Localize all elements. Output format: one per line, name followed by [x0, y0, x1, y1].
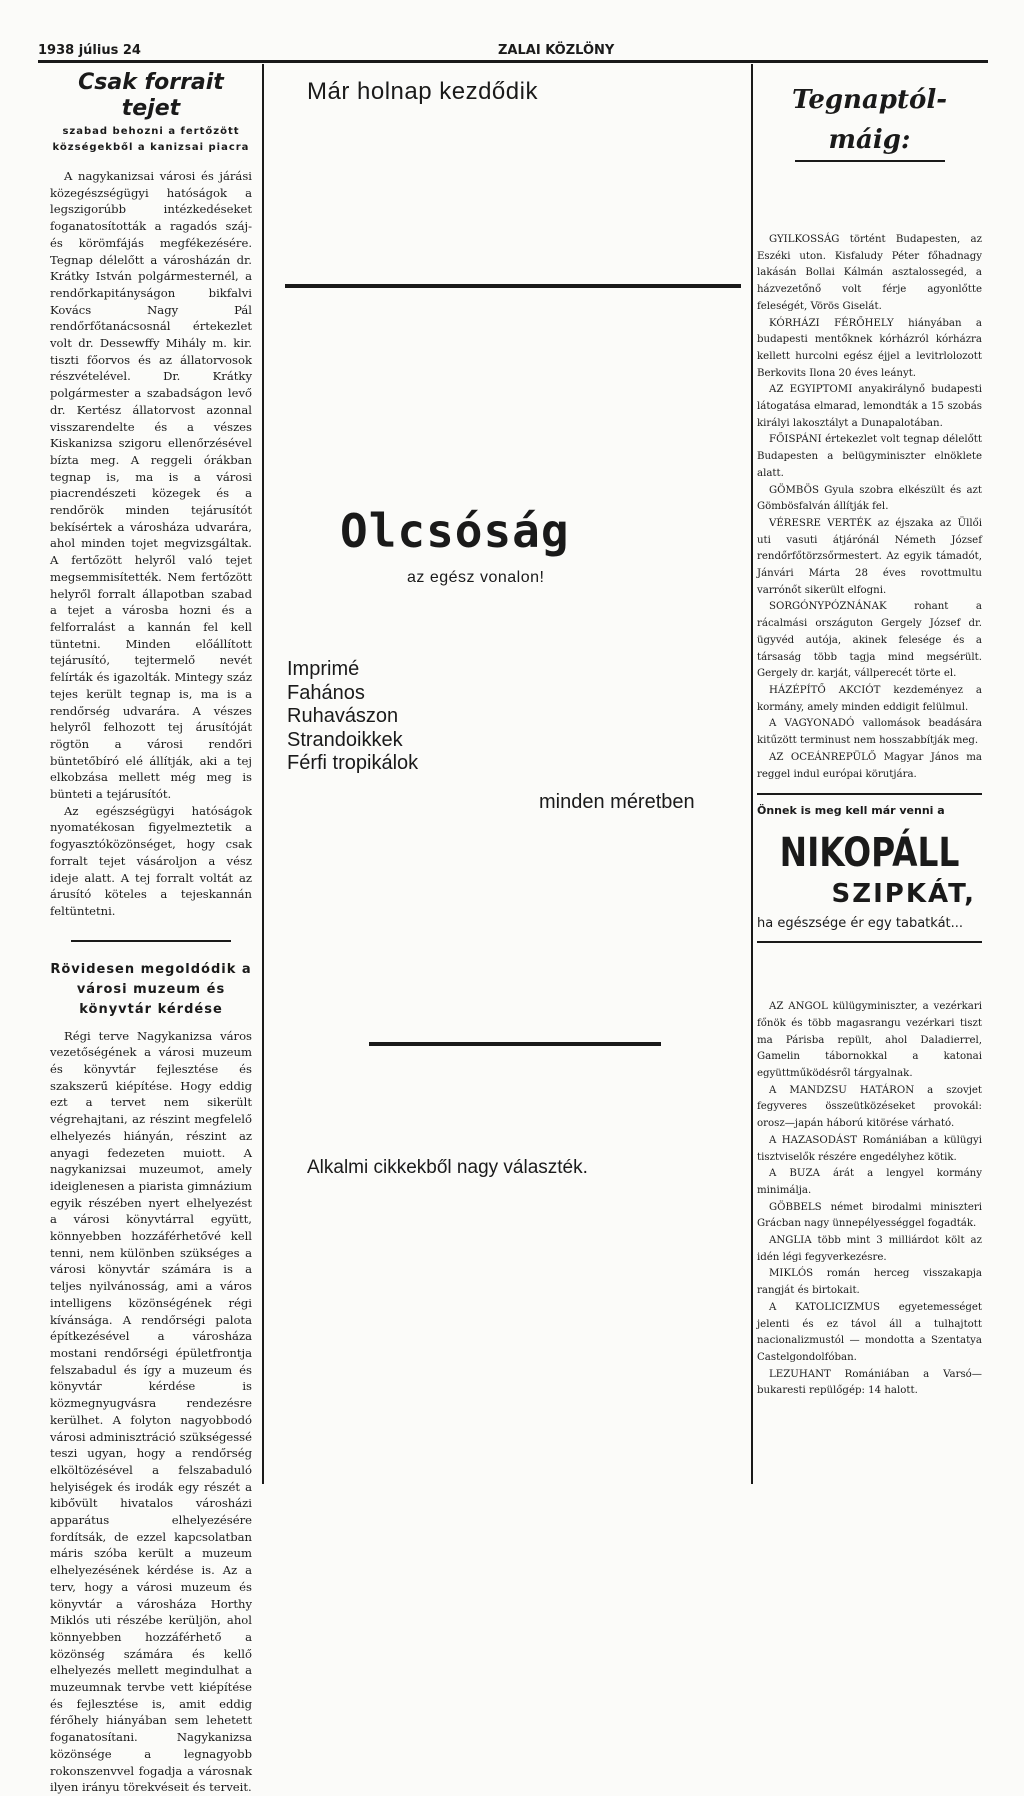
- news-item: LEZUHANT Romániában a Varsó—bukaresti repülőgép: 14 halott.: [757, 1368, 982, 1397]
- milk-headline: Csak forrait tejet: [78, 70, 224, 121]
- column-rule-2: [751, 64, 753, 1484]
- museum-headline: Rövidesen megoldódik a városi muzeum és könyvtár kérdése: [50, 961, 252, 1017]
- left-column: [50, 64, 252, 1796]
- ad-bar-top: [285, 284, 741, 288]
- news-item: SORGÓNYPÓZNÁNAK rohant a rácalmási országuton Gergely József dr. ügyvéd autója, akinek felesége és a társaság több tagja mind megsérült. Gergely dr. karját, vállperecét törte el.: [757, 601, 982, 680]
- article-separator: [71, 940, 231, 942]
- page-header: [38, 40, 988, 63]
- ad-headline: Olcsóság: [340, 504, 570, 558]
- ad-item: Férfi tropikálok: [287, 752, 419, 774]
- news-script-title: Tegnaptól-máig:: [791, 85, 948, 155]
- news-item: VÉRESRE VERTÉK az éjszaka az Üllői uti vasuti átjárónál Németh József rendőrfőtörzsőrmestert. Az egyik támadót, Jánvári Márta 28 éves rovottmultu varrónőt sikerült elfogni.: [757, 517, 982, 596]
- ad-item: Fahános: [287, 681, 365, 704]
- column-rule-1: [262, 64, 264, 1484]
- ad-item: Strandoikkek: [287, 728, 403, 751]
- news-item: GÖBBELS német birodalmi miniszteri Grácban nagy ünnepélyességgel fogadták.: [757, 1201, 982, 1230]
- news-item: AZ ANGOL külügyminiszter, a vezérkari főnök és több magasrangu vezérkari tiszt ma Párisba repült, ahol Daladierrel, Gamelin tábornokkal a katonai együttműködésről tárgyalnak.: [757, 1001, 982, 1080]
- news-item: MIKLÓS román herceg visszakapja rangját és birtokait.: [757, 1268, 982, 1297]
- news-item: KÓRHÁZI FÉRŐHELY hiányában a budapesti mentőknek kórházról kórházra kellett hurcolni egész éjjel a levitrlolozott Berkovits Ilona 20 éves leányt.: [757, 317, 982, 379]
- nikopall-slogan: ha egészsége ér egy tabatkát...: [757, 916, 964, 932]
- right-column: [757, 64, 982, 1400]
- news-item: AZ OCEÁNREPÜLŐ Magyar János ma reggel indul európai körutjára.: [757, 751, 982, 780]
- milk-paragraph-2: Az egészségügyi hatóságok nyomatékosan figyelmeztetik a fogyasztóközönséget, hogy csak forralt tejet vásároljon a vész ideje alatt. A tej forralt voltát az árusító köteles a tejeskannán feltüntetni.: [50, 803, 252, 918]
- milk-lead: szabad behozni a fertőzött községekből a kanizsai piacra: [52, 126, 250, 153]
- nikopall-product: SZIPKÁT,: [831, 879, 976, 910]
- news-item: A MANDZSU HATÁRON a szovjet fegyveres összeütközéseket provokál: orosz—japán háború kitörése várható.: [757, 1084, 982, 1130]
- ad-item: Ruhavászon: [287, 705, 399, 727]
- news-item: HÁZÉPÍTŐ AKCIÓT kezdeményez a kormány, amely minden eddigit felülmul.: [757, 684, 982, 713]
- news-item: A KATOLICIZMUS egyetemességet jelenti és ez távol áll a tulhajtott nacionalizmustól — mondotta a Szentatya Castelgondolfóban.: [757, 1301, 982, 1363]
- issue-date: 1938 július 24: [38, 43, 141, 58]
- advertisement: [277, 64, 749, 1484]
- news-item: GÖMBÖS Gyula szobra elkészült és azt Gömbösfalván állítják fel.: [757, 484, 982, 513]
- ad-box-bottom-rule: [757, 941, 982, 943]
- milk-paragraph-1: A nagykanizsai városi és járási közegészségügyi hatóságok a legszigorúbb intézkedéseket foganatosították a ragadós száj- és körömfájás megfékezésére. Tegnap délelőtt a városházán dr. Krátky István polgármesternél, a rendőrkapitányságon bikfalvi Kovács Nagy Pál rendőrfőtanácsosnál értekezlet volt dr. Dessewffy Mihály m. kir. tiszti főorvos és az állatorvosok részvételével. Dr. Krátky polgármester a szabadságon levő dr. Kertész állatorvost azonnal visszarendelte és a vészes Kiskanizsa szigoru ellenőrzésével bízta meg. A reggeli órákban tegnap is, ma is a városi piacrendészeti közegek és a rendőrök minden tejárusítót bekísértek a városháza udvarára, ahol minden tojet megvizsgáltak. A fertőzött helyről való tejet megsemmisítették. Nem fertőzött helyről forralt állapotban szabad a tejet a városba hozni és a felforralást a kannán fel kell tüntetni. Minden előállított tejárusító, tejtermelő nevét felírták és igazolták. Mintegy száz tejes került tegnap is, ma is a rendőrség udvarára. A vészes helyről felhozott tej árusítóját rögtön a városi rendőri büntetőbíró elé állítják, aki a tej elkobzása mellett még meg is bünteti a tejárusítót.: [50, 169, 252, 802]
- news-item: FŐISPÁNI értekezlet volt tegnap délelőtt Budapesten a belügyminiszter elnöklete alatt.: [757, 434, 982, 479]
- ad-items: [287, 658, 418, 776]
- ad-box-top-rule: [757, 793, 982, 795]
- nikopall-brand: NIKOPÁLL: [779, 830, 960, 877]
- news-item: GYILKOSSÁG történt Budapesten, az Eszéki uton. Kisfaludy Péter főhadnagy lakásán Bollai Kálmán asztalossegéd, a házvezetőnő volt férje agyonlőtte feleségét, Vörös Giselát.: [757, 234, 982, 312]
- ad-tomorrow: Már holnap kezdődik: [307, 78, 538, 105]
- ad-item: Imprimé: [287, 658, 360, 680]
- news-item: ANGLIA több mint 3 milliárdot költ az idén légi fegyverkezésre.: [757, 1235, 982, 1263]
- news-item: A VAGYONADÓ vallomások beadására kitűzött terminust nem hosszabbítják meg.: [757, 718, 982, 747]
- museum-paragraph: Régi terve Nagykanizsa város vezetőségének a városi muzeum és könyvtár fejlesztése és szakszerű kiépítése. Hogy eddig ezt a tervet nem sikerült végrehajtani, az részint megfelelő elhelyezés hiányán, részint az anyagi fedezeten muiott. A nagykanizsai muzeumot, amely ideiglenesen a piarista gimnázium egyik részében nyert elhelyezést a városi könyvtárral együtt, könnyebben hozzáférhetővé kell tenni, nem különben szükséges a városi könyvtár számára is a teljes nyilvánosság, ami a város intelligens közönségének régi kívánsága. A rendőrségi palota építkezésével a városháza mostani rendőrségi épületfrontja felszabadul és így a muzeum és könyvtár kérdése is közmegnyugvásra rendezésre kerülhet. A folyton nagyobbodó városi adminisztráció szükségessé teszi ugyan, hogy a rendőrség elköltözésével a felszabaduló helyiségek és irodák egy részét a kibővült hivatalos városházi apparátus elhelyezésére fordítsák, de ezzel kapcsolatban máris szóba került a muzeum elhelyezésének kérdése is. Az a terv, hogy a városi muzeum és könyvtár a városháza Horthy Miklós uti részébe kerüljön, ahol könnyebben hozzáférhető a közönség számára és kellő elhelyezés mellett megindulhat a muzeumnak tervbe vett kiépítése és fejlesztése is, amit eddig férőhely hiányában sem lehetett foganatosítani. Nagykanizsa közönsége a legnagyobb rokonszenvvel fogadja a városnak ilyen irányu törekvéseit és terveit.: [50, 1028, 252, 1795]
- newspaper-name: ZALAI KÖZLÖNY: [498, 43, 615, 58]
- nikopall-tagline: Önnek is meg kell már venni a: [757, 804, 945, 818]
- ad-whole-line: az egész vonalon!: [407, 569, 545, 586]
- news-item: AZ EGYIPTOMI anyakirálynő budapesti látogatása elmarad, lemondták a 15 szobás királyi lakosztályt a Dunapalotában.: [757, 384, 982, 429]
- ad-sizes: minden méretben: [539, 791, 695, 813]
- ad-bar-bottom: [369, 1042, 661, 1046]
- news-item: A BUZA árát a lengyel kormány minimálja.: [757, 1168, 982, 1196]
- script-underline: [795, 160, 945, 162]
- news-item: A HAZASODÁST Romániában a külügyi tisztviselők részére engedélyhez kötik.: [757, 1134, 982, 1163]
- ad-choice: Alkalmi cikkekből nagy választék.: [307, 1157, 588, 1178]
